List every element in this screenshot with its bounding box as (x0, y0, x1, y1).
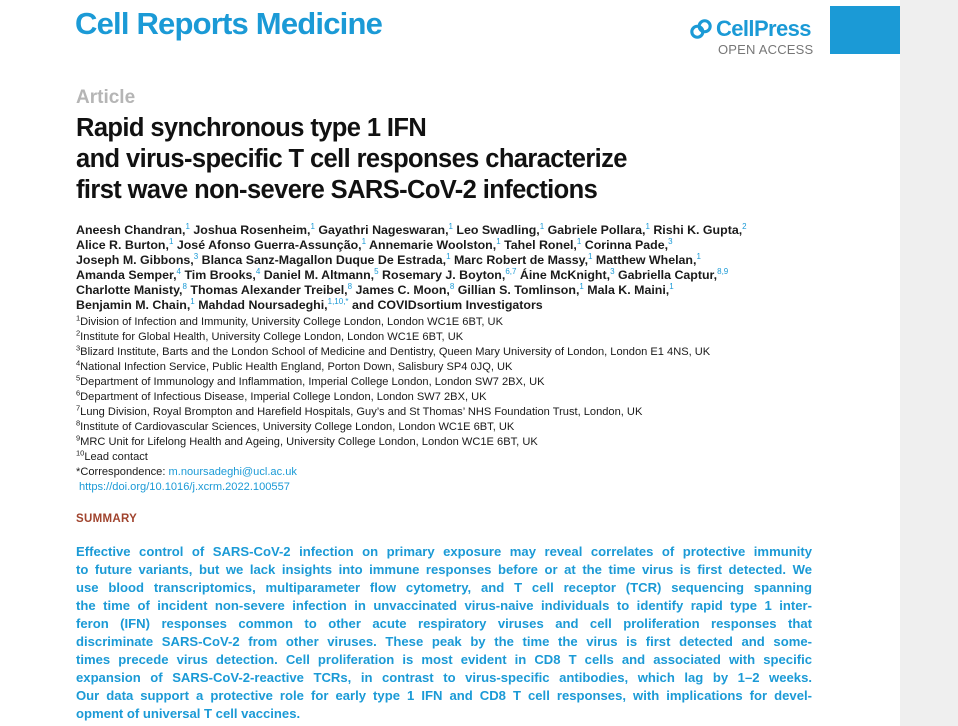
scrollbar-track[interactable] (900, 0, 958, 726)
author-name: Aneesh Chandran, (76, 223, 186, 237)
author-affiliation-marker[interactable]: 1 (588, 251, 593, 261)
affiliation-number: 4 (76, 358, 81, 368)
author-name: James C. Moon, (355, 283, 450, 297)
publisher-logo (690, 16, 811, 42)
author-affiliation-marker[interactable]: 1 (168, 236, 174, 246)
summary-text (76, 543, 812, 723)
affiliation-item (76, 450, 836, 465)
paper-title (76, 113, 796, 206)
author-name: Benjamin M. Chain, (76, 298, 191, 312)
correspondence-line (76, 465, 836, 480)
affiliation-item (76, 330, 836, 345)
author-affiliation-marker[interactable]: 1 (539, 221, 545, 231)
author-name: Thomas Alexander Treibel, (190, 283, 348, 297)
author-affiliation-marker[interactable]: 6,7 (505, 266, 517, 276)
affiliation-item (76, 390, 836, 405)
author-line (76, 238, 836, 253)
author-affiliation-marker[interactable]: 5 (374, 266, 379, 276)
author-name: Gabriele Pollara, (547, 223, 646, 237)
author-line (76, 223, 836, 238)
doi-link[interactable]: https://doi.org/10.1016/j.xcrm.2022.100557 (79, 481, 290, 493)
author-name: Rosemary J. Boyton, (382, 268, 506, 282)
title-line: Rapid synchronous type 1 IFN (76, 114, 427, 142)
correspondence-email-link[interactable]: m.noursadeghi@ucl.ac.uk (168, 466, 297, 478)
author-name: José Afonso Guerra-Assunção, (176, 238, 362, 252)
cellpress-logo-icon (690, 18, 712, 40)
affiliation-text: National Infection Service, Public Health England, Porton Down, Salisbury SP4 0JQ, UK (80, 361, 513, 373)
affiliation-item (76, 345, 836, 360)
author-affiliation-marker[interactable]: 1 (576, 236, 582, 246)
author-affiliation-marker[interactable]: 1 (310, 221, 315, 231)
summary-line: Effective control of SARS-CoV-2 infection on primary exposure may reveal correlates of protective immunity (76, 544, 812, 559)
affiliation-item (76, 420, 836, 435)
header-color-block (830, 6, 900, 54)
author-name: Rishi K. Gupta, (653, 223, 743, 237)
title-line: first wave non-severe SARS-CoV-2 infections (76, 176, 598, 204)
affiliations-list (76, 315, 836, 495)
author-affiliation-marker[interactable]: 3 (668, 236, 673, 246)
author-affiliation-marker[interactable]: 1 (579, 281, 584, 291)
affiliation-text: Department of Immunology and Inflammation, Imperial College London, London SW7 2BX, UK (80, 376, 545, 388)
author-line (76, 268, 836, 283)
author-name: Mala K. Maini, (587, 283, 670, 297)
author-affiliation-marker[interactable]: 2 (742, 221, 747, 231)
author-affiliation-marker[interactable]: 1 (185, 221, 190, 231)
author-name: Joseph M. Gibbons, (76, 253, 194, 267)
affiliation-item (76, 360, 836, 375)
author-affiliation-marker[interactable]: 1 (696, 251, 701, 261)
author-name: Gayathri Nageswaran, (318, 223, 449, 237)
author-affiliation-marker[interactable]: 3 (193, 251, 199, 261)
author-name: Tahel Ronel, (504, 238, 577, 252)
affiliation-number: 9 (76, 433, 81, 443)
affiliation-number: 7 (76, 403, 81, 413)
author-name: Leo Swadling, (456, 223, 540, 237)
affiliation-number: 10 (76, 448, 85, 458)
summary-line: feron (IFN) responses common to other acute respiratory viruses and cell proliferation responses that (76, 616, 812, 631)
affiliation-number: 8 (76, 418, 81, 428)
affiliation-item (76, 405, 836, 420)
open-access-label: OPEN ACCESS (718, 42, 814, 57)
author-affiliation-marker[interactable]: 8 (347, 281, 353, 291)
author-affiliation-marker[interactable]: 1 (645, 221, 650, 231)
affiliation-text: Division of Infection and Immunity, University College London, London WC1E 6BT, UK (80, 316, 503, 328)
author-name: Charlotte Manisty, (76, 283, 183, 297)
affiliation-number: 3 (76, 343, 81, 353)
author-affiliation-marker[interactable]: 4 (176, 266, 181, 276)
affiliation-item (76, 435, 836, 450)
author-affiliation-marker[interactable]: 1,10,* (327, 296, 349, 306)
author-name: Tim Brooks, (184, 268, 256, 282)
author-name: Corinna Pade, (584, 238, 669, 252)
summary-line: use blood transcriptomics, multiparameter flow cytometry, and T cell receptor (TCR) sequencing spanning (76, 580, 812, 595)
affiliation-text: MRC Unit for Lifelong Health and Ageing, University College London, London WC1E 6BT, UK (80, 436, 538, 448)
author-name: Annemarie Woolston, (369, 238, 497, 252)
summary-line: Our data support a protective role for early type 1 IFN and CD8 T cell responses, with implications for devel- (76, 688, 812, 703)
author-affiliation-marker[interactable]: 4 (255, 266, 261, 276)
title-line: and virus-specific T cell responses characterize (76, 145, 627, 173)
summary-line: the time of incident non-severe infection in unvaccinated virus-naive individuals to identify rapid type 1 inter- (76, 598, 812, 613)
author-affiliation-marker[interactable]: 1 (448, 221, 453, 231)
author-affiliation-marker[interactable]: 8,9 (717, 266, 729, 276)
author-affiliation-marker[interactable]: 1 (361, 236, 367, 246)
author-name: Áine McKnight, (519, 268, 611, 282)
author-line (76, 283, 836, 298)
author-name: Gabriella Captur, (617, 268, 718, 282)
summary-heading: SUMMARY (76, 513, 138, 525)
author-name: Marc Robert de Massy, (453, 253, 589, 267)
affiliation-number: 5 (76, 373, 81, 383)
journal-title: Cell Reports Medicine (75, 6, 383, 41)
author-name: Amanda Semper, (76, 268, 177, 282)
author-name: Gillian S. Tomlinson, (457, 283, 580, 297)
author-affiliation-marker[interactable]: 3 (610, 266, 615, 276)
publisher-name: CellPress (716, 16, 811, 41)
author-name: Blanca Sanz-Magallon Duque De Estrada, (201, 253, 447, 267)
affiliation-text: Institute of Cardiovascular Sciences, University College London, London WC1E 6BT, UK (80, 421, 515, 433)
affiliation-number: 2 (76, 328, 81, 338)
author-name: Alice R. Burton, (76, 238, 169, 252)
summary-line: discriminate SARS-CoV-2 from other viruses. These peak by the time the virus is first detected and some- (76, 634, 812, 649)
author-line (76, 253, 836, 268)
affiliation-item (76, 315, 836, 330)
affiliation-text: Lead contact (84, 451, 148, 463)
author-affiliation-marker[interactable]: 1 (669, 281, 674, 291)
author-name: Daniel M. Altmann, (263, 268, 375, 282)
summary-line: times precede virus detection. Cell proliferation is most evident in CD8 T cells and associated with specific (76, 652, 812, 667)
author-name: Matthew Whelan, (595, 253, 697, 267)
doi-line (76, 480, 836, 495)
affiliation-item (76, 375, 836, 390)
affiliation-text: Institute for Global Health, University College London, London WC1E 6BT, UK (80, 331, 464, 343)
author-affiliation-marker[interactable]: 8 (449, 281, 455, 291)
article-type-label: Article (76, 87, 136, 108)
author-name: and COVIDsortium Investigators (351, 298, 543, 312)
author-list (76, 223, 836, 313)
author-affiliation-marker[interactable]: 1 (446, 251, 451, 261)
summary-line: opment of universal T cell vaccines. (76, 706, 301, 721)
author-name: Mahdad Noursadeghi, (198, 298, 328, 312)
author-line (76, 298, 836, 313)
author-affiliation-marker[interactable]: 1 (190, 296, 195, 306)
affiliation-number: 6 (76, 388, 81, 398)
affiliation-text: Lung Division, Royal Brompton and Harefield Hospitals, Guy’s and St Thomas’ NHS Foundation Trust, London, UK (80, 406, 643, 418)
author-name: Joshua Rosenheim, (193, 223, 311, 237)
summary-line: to future variants, but we lack insights into immune responses before or at the time virus is first detected. We (76, 562, 812, 577)
summary-line: expansion of SARS-CoV-2-reactive TCRs, in contrast to virus-specific antibodies, which lag by 1–2 weeks. (76, 670, 812, 685)
correspondence-label: *Correspondence: (76, 466, 166, 478)
affiliation-text: Department of Infectious Disease, Imperial College London, London SW7 2BX, UK (80, 391, 487, 403)
affiliation-text: Blizard Institute, Barts and the London School of Medicine and Dentistry, Queen Mary University of London, London E1 4NS, UK (80, 346, 711, 358)
author-affiliation-marker[interactable]: 1 (496, 236, 501, 246)
affiliation-number: 1 (76, 313, 81, 323)
author-affiliation-marker[interactable]: 8 (182, 281, 187, 291)
